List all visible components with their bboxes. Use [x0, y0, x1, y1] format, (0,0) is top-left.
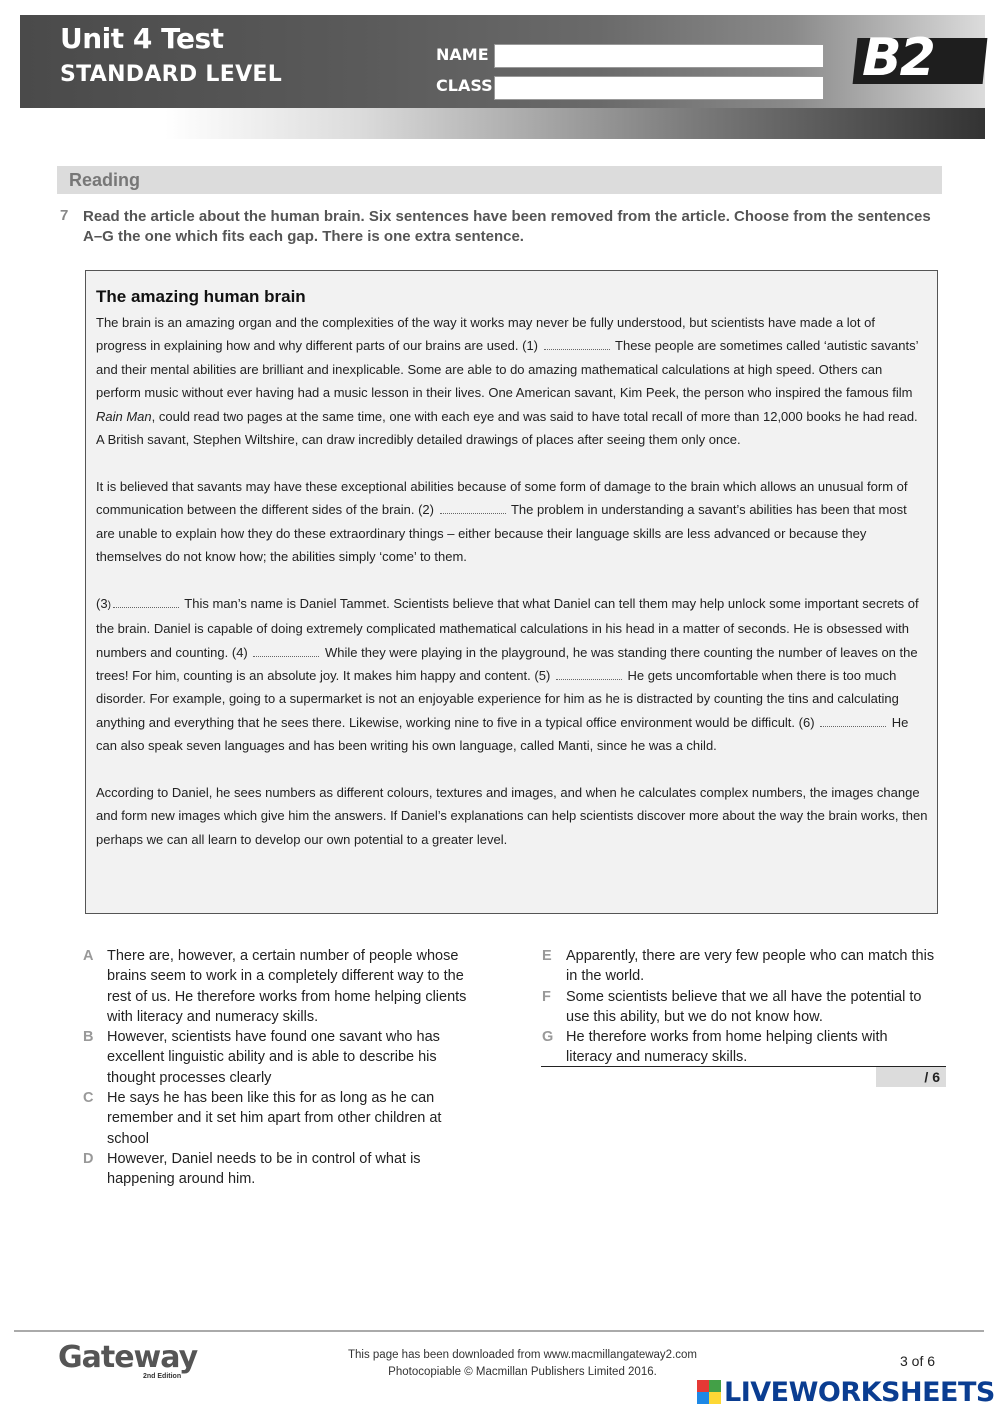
- header-strip: [20, 108, 985, 139]
- gap-6-number: (6): [798, 714, 815, 730]
- gap-5-number: (5): [534, 668, 551, 684]
- gap-6-blank[interactable]: [820, 716, 886, 727]
- page-number: 3 of 6: [900, 1353, 936, 1369]
- edition-label: 2nd Edition: [143, 1373, 182, 1380]
- option-f: F Some scientists believe that we all have the potential to use this ability, but we do not know how.: [542, 988, 922, 1025]
- gap-2-number: (2): [418, 502, 434, 518]
- options-right: [542, 946, 937, 1068]
- name-label: NAME: [436, 45, 489, 64]
- article-paragraph-4: According to Daniel, he sees numbers as different colours, textures and images, and when he calculates complex numbers, the images change and form new images which give him the answers. If Daniel’s explanations can help scientists discover more about the way the brain works, then perhaps we can all learn to develop our own potential to a greater level.: [96, 785, 928, 847]
- section-title: Reading: [69, 170, 141, 190]
- gateway-logo: Gateway: [58, 1340, 198, 1375]
- gap-5-blank[interactable]: [556, 669, 622, 680]
- question-number: 7: [60, 207, 69, 224]
- gap-2-blank[interactable]: [440, 503, 506, 514]
- gap-3-number: (3: [96, 595, 108, 611]
- liveworksheets-logo-icon: [697, 1380, 721, 1404]
- class-field[interactable]: [494, 76, 824, 100]
- article-paragraph-2: It is believed that savants may have these exceptional abilities because of some form of damage to the brain which allows an unusual form of communication between the different sides of the brain. (2) The problem in understanding a savant’s abilities has been that most are unable to explain how they do these extraordinary things – either because their language skills are less advanced or because they themselves do not know how; the abilities simply ‘come’ to them.: [96, 478, 908, 565]
- class-label: CLASS: [436, 76, 493, 95]
- gap-1-blank[interactable]: [544, 339, 610, 350]
- unit-title: Unit 4 Test: [60, 22, 224, 55]
- option-d: D However, Daniel needs to be in control of what is happening around him.: [83, 1150, 421, 1188]
- question-instruction: Read the article about the human brain. Six sentences have been removed from the article. Choose from the sentences A–G the one which fits each gap. There is one extra sentence.: [83, 208, 931, 245]
- option-a: A There are, however, a certain number of people whose brains seem to work in a completely different way to the rest of us. He therefore works from home helping clients with literacy and numeracy skills.: [83, 948, 467, 1025]
- level-badge-text: B2: [862, 28, 934, 88]
- film-title: Rain Man: [96, 408, 152, 424]
- options-left: [83, 946, 483, 1190]
- name-field[interactable]: [494, 44, 824, 68]
- option-e: E Apparently, there are very few people who can match this in the world.: [542, 948, 935, 985]
- footer-divider: [14, 1330, 984, 1332]
- gap-4-blank[interactable]: [253, 646, 319, 657]
- option-c: C He says he has been like this for as long as he can remember and it set him apart from other children at school: [83, 1090, 442, 1147]
- article-paragraph-3: (3) This man’s name is Daniel Tammet. Scientists believe that what Daniel can tell them may help unlock some important secrets of the brain. Daniel is capable of doing extremely complicated mathematical calculations in his head in a matter of seconds. He is obsessed with numbers and counting. (4) While they were playing in the playground, he was standing there counting the number of leaves on the trees! For him, counting is an absolute joy. It makes him happy and content. (5) He gets uncomfortable when there is too much disorder. For example, going to a supermarket is not an enjoyable experience for him as he is distracted by counting the tins and calculating anything and everything that he sees there. Likewise, working nine to five in a typical office environment would be difficult. (6) He can also speak seven languages and has been writing his own language, called Manti, since he was a child.: [96, 595, 919, 754]
- article-paragraph-1: The brain is an amazing organ and the complexities of the way it works may never be fully understood, but scientists have made a lot of progress in explaining how and why different parts of our brains are used. (1) These people are sometimes called ‘autistic savants’ and their mental abilities are brilliant and inexplicable. Some are able to do amazing mathematical calculations at high speed. Others can perform music without ever having had a music lesson in their lives. One American savant, Kim Peek, the person who inspired the famous film Rain Man, could read two pages at the same time, one with each eye and was said to have total recall of more than 12,000 books he had read. A British savant, Stephen Wiltshire, can draw incredibly detailed drawings of places after seeing them only once.: [96, 315, 919, 448]
- gap-3-blank[interactable]: [113, 597, 179, 608]
- option-b: B However, scientists have found one savant who has excellent linguistic ability and is able to describe his thought processes clearly: [83, 1029, 440, 1086]
- footer-source: This page has been downloaded from www.macmillangateway2.com: [347, 1349, 697, 1361]
- liveworksheets-brand[interactable]: [697, 1375, 995, 1409]
- article-box: [85, 270, 938, 914]
- article-body: [96, 311, 928, 875]
- article-title: The amazing human brain: [96, 287, 306, 306]
- gap-1-number: (1): [522, 338, 539, 354]
- score-box: / 6: [876, 1067, 946, 1087]
- footer-note: [325, 1347, 720, 1381]
- section-bar: [57, 166, 942, 194]
- footer-copyright: Photocopiable © Macmillan Publishers Limited 2016.: [388, 1366, 657, 1378]
- liveworksheets-text: LIVEWORKSHEETS: [724, 1376, 995, 1408]
- level-title: STANDARD LEVEL: [60, 62, 283, 87]
- option-g: G He therefore works from home helping clients with literacy and numeracy skills.: [542, 1029, 888, 1066]
- gap-4-number: (4): [231, 644, 248, 660]
